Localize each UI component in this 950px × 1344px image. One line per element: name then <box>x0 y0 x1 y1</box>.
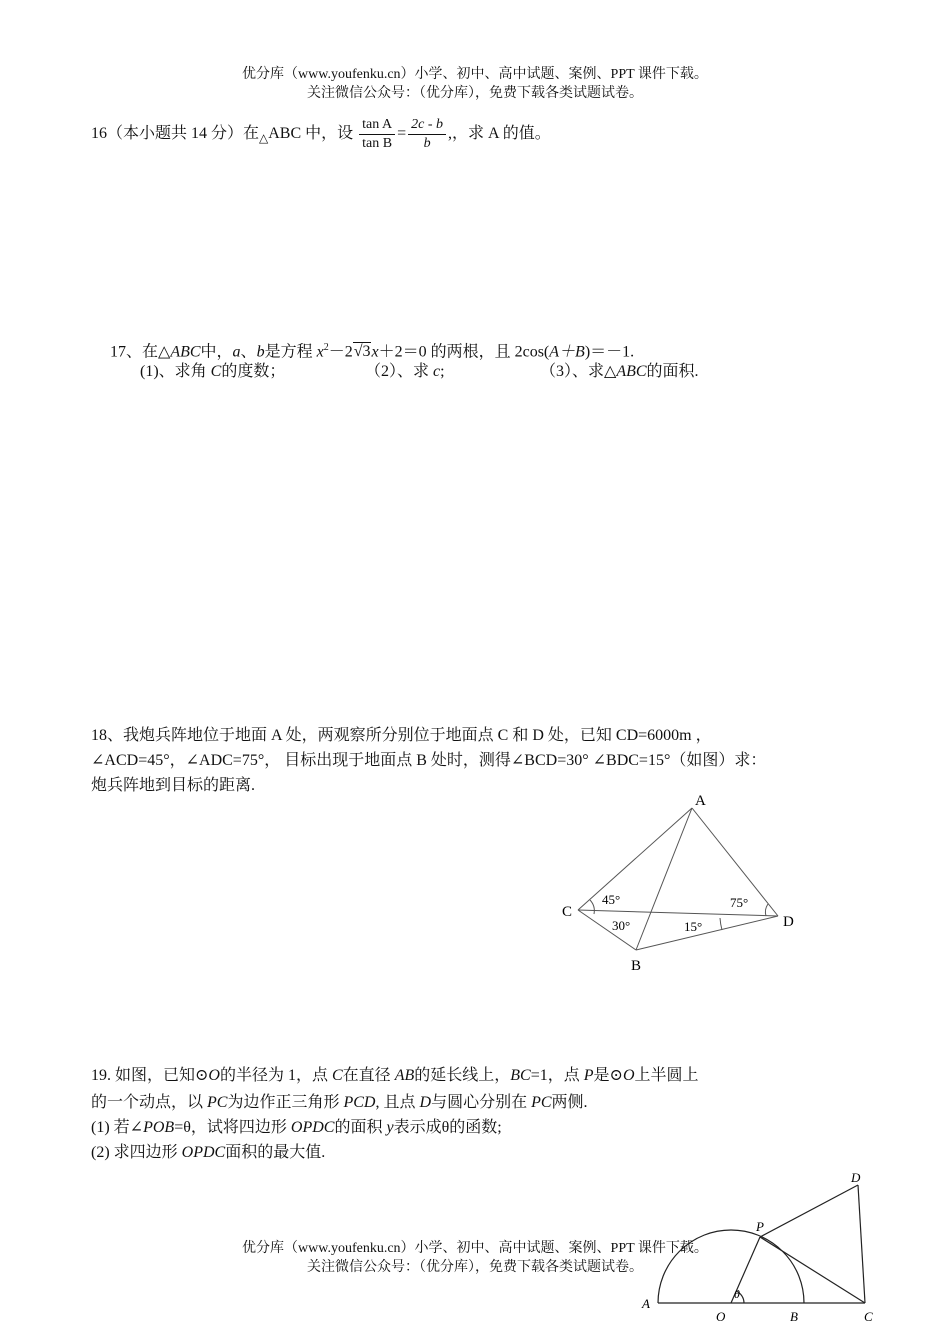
q19-text: 为边作正三角形 <box>227 1094 344 1111</box>
q19-c: C <box>332 1067 343 1084</box>
angle-30: 30° <box>612 918 631 933</box>
label-p: P <box>756 1219 764 1234</box>
q17-part2-text: （2）、求 <box>365 363 434 380</box>
q19-text: (2) 求四边形 <box>91 1144 182 1161</box>
segment-cd <box>578 910 778 916</box>
q17-part3-text: 的面积. <box>646 363 699 380</box>
q17-a-plus-b: A＋B <box>549 343 585 361</box>
question-19-part-2 <box>91 1141 325 1165</box>
q19-pc: PC <box>207 1094 228 1111</box>
fraction-2c-b-denominator: b <box>423 135 431 151</box>
label-c: C <box>562 904 573 920</box>
q19-o: O <box>208 1067 220 1084</box>
q16-abc: ABC 中，设 <box>268 125 354 142</box>
segment-ca <box>578 808 692 910</box>
question-18-line-3: 炮兵阵地到目标的距离. <box>91 777 256 794</box>
q17-part2-text: ; <box>440 363 445 380</box>
fraction-2c-b <box>408 116 446 153</box>
q17-part1-text: (1)、求角 <box>140 363 211 380</box>
q17-a: a <box>232 343 241 361</box>
label-b: B <box>631 958 642 974</box>
q17-text: 中， <box>200 343 233 361</box>
question-17-part-3 <box>540 360 699 384</box>
q19-text: 两侧. <box>551 1094 588 1111</box>
triangle-symbol: △ <box>259 131 269 145</box>
q19-ab: AB <box>394 1067 415 1084</box>
q19-opdc: OPDC <box>181 1144 226 1161</box>
q17-text: 17、在△ <box>110 343 171 361</box>
label-a: A <box>642 1296 650 1311</box>
q19-d: D <box>419 1094 432 1111</box>
q19-text: 面积的最大值. <box>225 1144 326 1161</box>
footer-line-2: 关注微信公众号：（优分库），免费下载各类试题试卷。 <box>307 1260 643 1275</box>
angle-arc-d <box>765 904 768 916</box>
q19-pob: POB <box>143 1119 175 1136</box>
q17-part2-c: c <box>433 363 441 380</box>
fraction-tan-denominator: tan B <box>362 135 393 151</box>
q17-abc: ABC <box>170 343 201 361</box>
q17-text: )＝－1. <box>584 343 635 361</box>
q19-text: (1) 若∠ <box>91 1119 144 1136</box>
label-d: D <box>851 1170 861 1185</box>
q19-text: 的面积 <box>334 1119 387 1136</box>
equals-sign: = <box>397 125 407 142</box>
q19-text: 的半径为 1，点 <box>219 1067 332 1084</box>
angle-15: 15° <box>684 919 703 934</box>
q19-o: O <box>622 1067 635 1084</box>
sqrt-3-radicand: 3 <box>362 343 371 361</box>
q19-text: 是⊙ <box>593 1067 623 1084</box>
q19-text: =1，点 <box>530 1067 584 1084</box>
angle-45: 45° <box>602 892 621 907</box>
q17-text: ＋2＝0 的两根，且 2cos( <box>378 343 550 361</box>
q19-opdc: OPDC <box>290 1119 335 1136</box>
segment-pd <box>760 1185 858 1237</box>
fraction-tan-numerator: tan A <box>359 116 395 135</box>
q17-part3-text: （3）、求△ <box>540 363 617 380</box>
header-line-1: 优分库（www.youfenku.cn）小学、初中、高中试题、案例、PPT 课件下载。 <box>242 67 708 82</box>
label-d: D <box>783 914 794 930</box>
footer-line-1: 优分库（www.youfenku.cn）小学、初中、高中试题、案例、PPT 课件下载。 <box>242 1241 708 1256</box>
question-19-line-2 <box>91 1091 588 1115</box>
figure-18-diagram <box>550 790 810 980</box>
q19-text: 的一个动点，以 <box>91 1094 208 1111</box>
q16-suffix: ,，求 A 的值。 <box>448 125 551 142</box>
q19-text: , 且点 <box>375 1094 420 1111</box>
q19-pc: PC <box>531 1094 552 1111</box>
q19-y: y <box>386 1119 394 1136</box>
q17-part1-text: 的度数； <box>221 363 286 380</box>
angle-arc-c <box>590 900 594 914</box>
q19-text: 19. 如图，已知⊙ <box>91 1067 209 1084</box>
label-o: O <box>716 1309 726 1324</box>
label-theta: θ <box>734 1287 740 1301</box>
q19-pcd: PCD <box>343 1094 376 1111</box>
question-19-line-1 <box>91 1064 699 1088</box>
header-line-2: 关注微信公众号：（优分库），免费下载各类试题试卷。 <box>307 86 643 101</box>
q17-part1-c: C <box>210 363 222 380</box>
q19-text: 在直径 <box>342 1067 395 1084</box>
label-b: B <box>790 1309 798 1324</box>
q19-p: P <box>583 1067 594 1084</box>
q17-x: x <box>316 343 324 361</box>
q19-text: 上半圆上 <box>634 1067 699 1084</box>
question-17-part-2 <box>365 360 445 384</box>
q17-text: －2 <box>328 343 353 361</box>
q16-prefix: 16（本小题共 14 分）在 <box>91 125 260 142</box>
fraction-2c-b-numerator: 2c - b <box>408 116 446 135</box>
fraction-tan <box>359 116 395 153</box>
q17-b: b <box>256 343 265 361</box>
question-17-part-1 <box>140 360 285 384</box>
segment-bd <box>636 916 778 950</box>
q17-part3-abc: ABC <box>616 363 647 380</box>
q17-x: x <box>371 343 379 361</box>
label-a: A <box>695 793 706 809</box>
question-19-part-1 <box>91 1116 502 1140</box>
angle-75: 75° <box>730 895 749 910</box>
q19-text: 表示成θ的函数; <box>393 1119 502 1136</box>
q19-text: 的延长线上， <box>414 1067 511 1084</box>
q17-exponent: 2 <box>323 342 329 353</box>
question-16 <box>91 114 551 158</box>
q17-text: 、 <box>240 343 257 361</box>
label-c: C <box>864 1309 873 1324</box>
q19-bc: BC <box>510 1067 531 1084</box>
question-18-line-1: 18、我炮兵阵地位于地面 A 处，两观察所分别位于地面点 C 和 D 处，已知 CD=6000m ， <box>91 727 712 744</box>
angle-arc-d-lower <box>720 918 722 930</box>
question-18-line-2: ∠ACD=45°，∠ADC=75°， 目标出现于地面点 B 处时，测得∠BCD=30° ∠BDC=15°（如图）求： <box>91 752 767 769</box>
sqrt-3: √3 <box>353 343 371 361</box>
q19-text: 与圆心分别在 <box>431 1094 532 1111</box>
q19-text: =θ，试将四边形 <box>174 1119 291 1136</box>
q17-text: 是方程 <box>264 343 317 361</box>
